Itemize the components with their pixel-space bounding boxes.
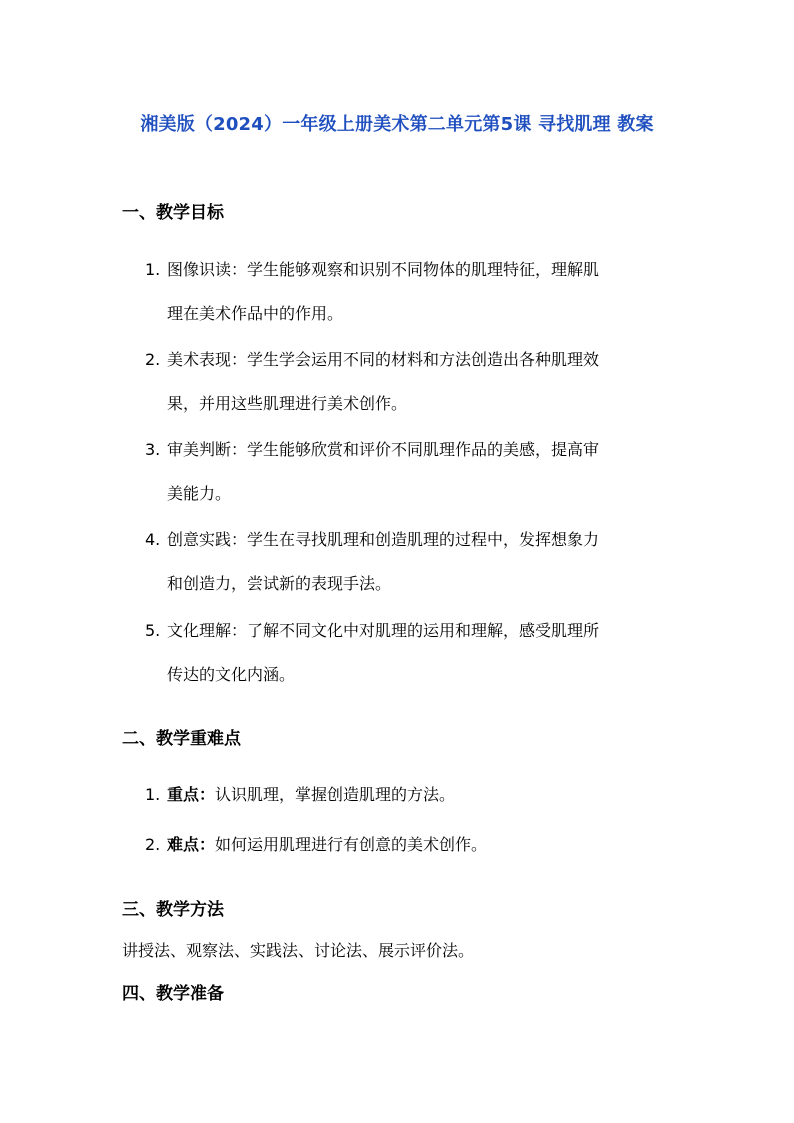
list-item-text: 审美判断：学生能够欣赏和评价不同肌理作品的美感，提高审 — [167, 440, 600, 459]
list-item-text: 如何运用肌理进行有创意的美术创作。 — [215, 835, 488, 854]
list-item — [145, 518, 685, 606]
list-item — [145, 773, 685, 817]
list-item-label: 重点： — [167, 785, 216, 804]
list-item-text: 创意实践：学生在寻找肌理和创造肌理的过程中，发挥想象力 — [167, 530, 600, 549]
list-item-label: 难点： — [167, 835, 216, 854]
list-item-text: 文化理解：了解不同文化中对肌理的运用和理解，感受肌理所 — [167, 621, 600, 640]
list-item-number: 3. — [145, 440, 161, 459]
list-item-number: 4. — [145, 530, 161, 549]
section-heading-preparation: 四、教学准备 — [122, 984, 224, 1004]
list-item-text-continued: 传达的文化内涵。 — [167, 665, 296, 684]
list-item-number: 2. — [145, 835, 161, 854]
list-item-text-continued: 和创造力，尝试新的表现手法。 — [167, 574, 392, 593]
list-item-number: 1. — [145, 785, 161, 804]
list-item-text: 美术表现：学生学会运用不同的材料和方法创造出各种肌理效 — [167, 350, 600, 369]
list-item-text-continued: 理在美术作品中的作用。 — [167, 304, 344, 323]
list-item-text-continued: 果，并用这些肌理进行美术创作。 — [167, 394, 408, 413]
list-item-text: 认识肌理，掌握创造肌理的方法。 — [215, 785, 456, 804]
list-item — [145, 248, 685, 336]
list-item — [145, 338, 685, 426]
list-item — [145, 823, 685, 867]
list-item-number: 5. — [145, 621, 161, 640]
list-item — [145, 609, 685, 697]
section-heading-key-points: 二、教学重难点 — [122, 729, 241, 749]
list-item-text: 图像识读：学生能够观察和识别不同物体的肌理特征，理解肌 — [167, 260, 600, 279]
list-item-number: 2. — [145, 350, 161, 369]
methods-text: 讲授法、观察法、实践法、讨论法、展示评价法。 — [122, 941, 475, 960]
section-heading-objectives: 一、教学目标 — [122, 203, 224, 223]
section-heading-methods: 三、教学方法 — [122, 900, 224, 920]
list-item-text-continued: 美能力。 — [167, 484, 232, 503]
document-title: 湘美版（2024）一年级上册美术第二单元第5课 寻找肌理 教案 — [140, 114, 654, 135]
list-item-number: 1. — [145, 260, 161, 279]
list-item — [145, 428, 685, 516]
